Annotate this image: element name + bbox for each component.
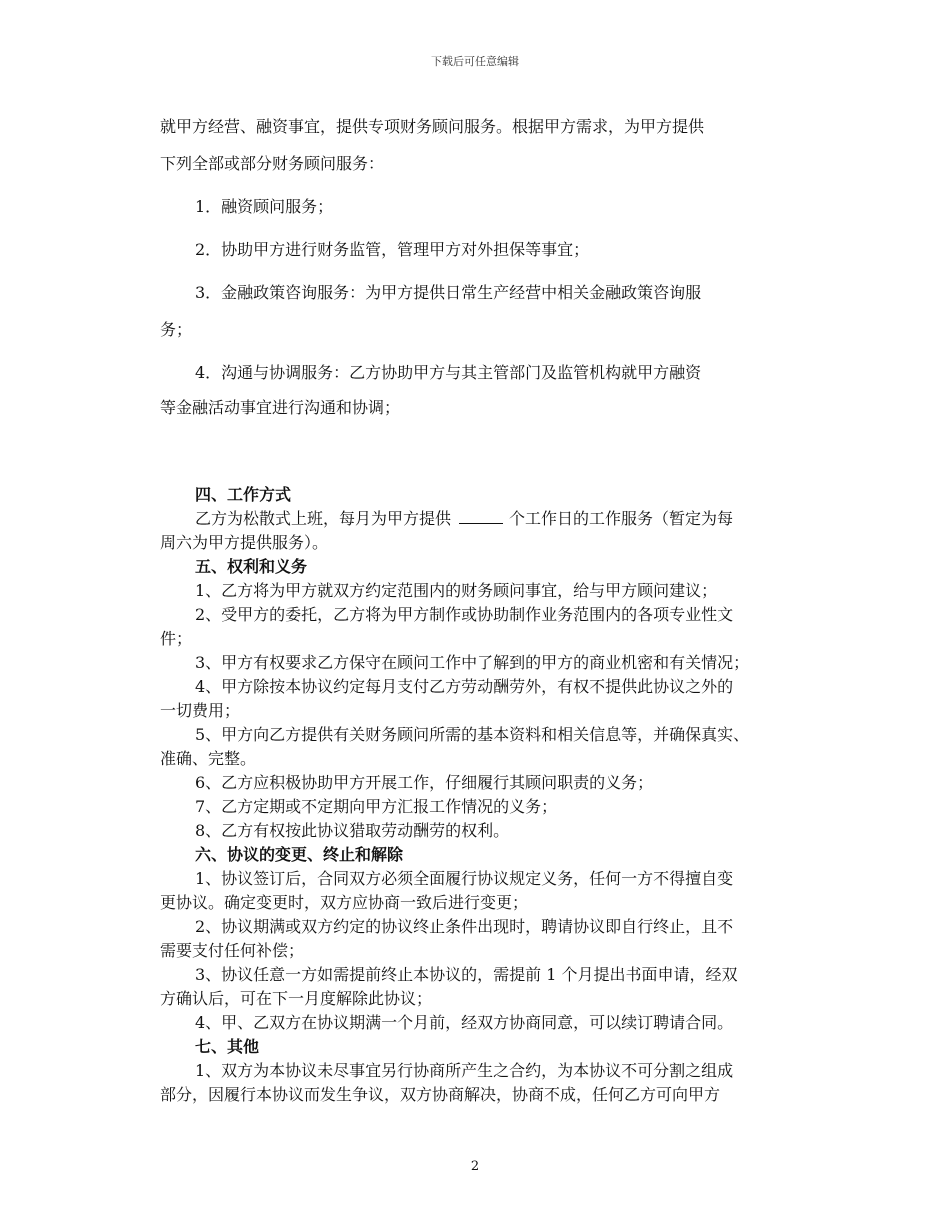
page-number: 2 bbox=[470, 1159, 480, 1174]
sec5-item-4-line2: 一切费用； bbox=[160, 701, 241, 720]
page-header: 下载后可任意编辑 bbox=[431, 55, 519, 68]
sec5-item-4-line1: 4、甲方除按本协议约定每月支付乙方劳动酬劳外，有权不提供此协议之外的 bbox=[195, 677, 734, 696]
sec6-item-1-line1: 1、协议签订后，合同双方必须全面履行协议规定义务，任何一方不得擅自变 bbox=[195, 869, 734, 888]
sec3-item-3-line1: 3．金融政策咨询服务：为甲方提供日常生产经营中相关金融政策咨询服 bbox=[195, 283, 702, 302]
sec5-item-5-line2: 准确、完整。 bbox=[160, 749, 257, 768]
sec6-item-2-line1: 2、协议期满或双方约定的协议终止条件出现时，聘请协议即自行终止，且不 bbox=[195, 917, 734, 936]
sec6-title: 六、协议的变更、终止和解除 bbox=[195, 845, 404, 864]
sec3-item-3-line2: 务； bbox=[160, 320, 193, 339]
sec6-item-3-line1: 3、协议任意一方如需提前终止本协议的，需提前 1 个月提出书面申请，经双 bbox=[195, 965, 738, 984]
sec5-item-6: 6、乙方应积极协助甲方开展工作，仔细履行其顾问职责的义务； bbox=[195, 773, 654, 792]
sec6-item-2-line2: 需要支付任何补偿； bbox=[160, 941, 305, 960]
sec7-item-1-line2: 部分，因履行本协议而发生争议，双方协商解决，协商不成，任何乙方可向甲方 bbox=[160, 1085, 721, 1104]
sec7-title: 七、其他 bbox=[195, 1037, 260, 1056]
sec5-item-5-line1: 5、甲方向乙方提供有关财务顾问所需的基本资料和相关信息等，并确保真实、 bbox=[195, 725, 750, 744]
sec3-item-4-line1: 4．沟通与协调服务：乙方协助甲方与其主管部门及监管机构就甲方融资 bbox=[195, 363, 702, 382]
sec7-item-1-line1: 1、双方为本协议未尽事宜另行协商所产生之合约，为本协议不可分割之组成 bbox=[195, 1061, 734, 1080]
sec5-item-2-line1: 2、受甲方的委托，乙方将为甲方制作或协助制作业务范围内的各项专业性文 bbox=[195, 605, 734, 624]
sec5-title: 五、权利和义务 bbox=[195, 557, 308, 576]
sec3-item-2: 2．协助甲方进行财务监管，管理甲方对外担保等事宜； bbox=[195, 240, 590, 259]
sec5-item-1: 1、乙方将为甲方就双方约定范围内的财务顾问事宜，给与甲方顾问建议； bbox=[195, 581, 718, 600]
sec4-line1-post: 个工作日的工作服务（暂定为每 bbox=[509, 509, 734, 528]
sec4-title: 四、工作方式 bbox=[195, 485, 292, 504]
sec3-intro-line2: 下列全部或部分财务顾问服务： bbox=[160, 154, 385, 173]
fill-in-blank bbox=[459, 511, 503, 524]
sec6-item-3-line2: 方确认后，可在下一月度解除此协议； bbox=[160, 989, 433, 1008]
sec6-item-1-line2: 更协议。确定变更时，双方应协商一致后进行变更； bbox=[160, 893, 529, 912]
sec6-item-4: 4、甲、乙双方在协议期满一个月前，经双方协商同意，可以续订聘请合同。 bbox=[195, 1013, 734, 1032]
sec4-line1-pre: 乙方为松散式上班，每月为甲方提供 bbox=[195, 509, 452, 528]
sec3-item-4-line2: 等金融活动事宜进行沟通和协调； bbox=[160, 398, 401, 417]
sec5-item-8: 8、乙方有权按此协议猎取劳动酬劳的权利。 bbox=[195, 821, 510, 840]
sec5-item-7: 7、乙方定期或不定期向甲方汇报工作情况的义务； bbox=[195, 797, 558, 816]
sec4-line2: 周六为甲方提供服务）。 bbox=[160, 533, 329, 552]
sec5-item-2-line2: 件； bbox=[160, 629, 193, 648]
sec3-item-1: 1．融资顾问服务； bbox=[195, 197, 334, 216]
sec4-line1 bbox=[195, 509, 733, 528]
sec3-intro-line1: 就甲方经营、融资事宜，提供专项财务顾问服务。根据甲方需求，为甲方提供 bbox=[160, 117, 705, 136]
sec5-item-3: 3、甲方有权要求乙方保守在顾问工作中了解到的甲方的商业机密和有关情况； bbox=[195, 653, 750, 672]
